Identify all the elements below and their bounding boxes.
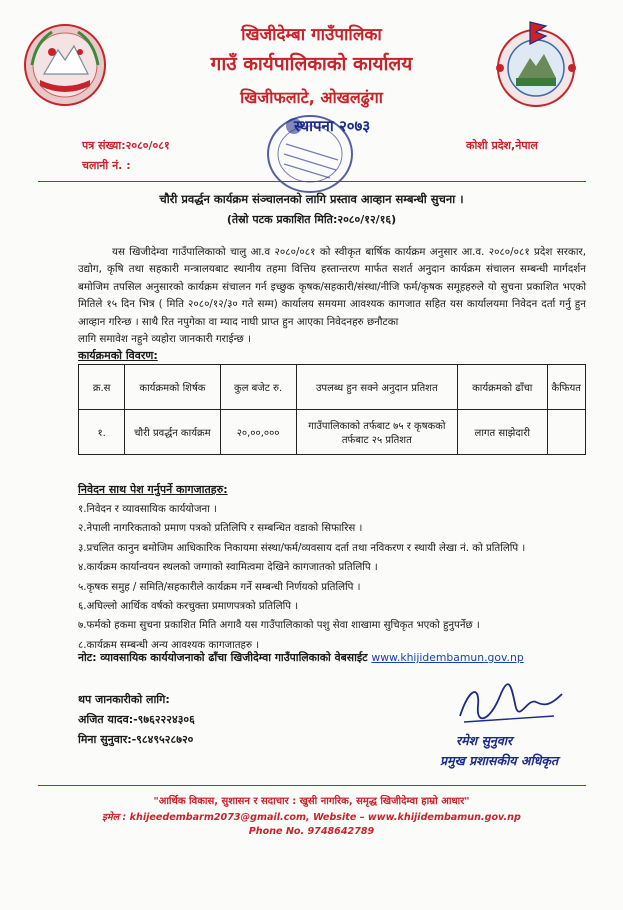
table-header-cell: क्र.स [79,365,125,410]
documents-title: निवेदन साथ पेश गर्नुपर्ने कागजातहरु: [78,483,228,496]
list-item: ८.कार्यक्रम सम्बन्धी अन्य आवश्यक कागजातहरु । [78,639,260,651]
documents-list [78,500,598,655]
reference-number: पत्र संख्या:२०८०/०८१ [82,139,170,152]
program-table [78,364,586,455]
footer-divider [38,785,586,786]
website-link[interactable]: www.khijidembamun.gov.np [371,651,524,664]
footer-contact: इमेल : khijeedembarm2073@gmail.com, Website – www.khijidembamun.gov.np [102,812,521,823]
notice-paragraph-end: लागि समावेश नहुने व्यहोरा जानकारी गराईन्छ । [78,333,251,345]
footer-motto: "आर्थिक विकास, सुशासन र सदाचार : खुसी नागरिक, समृद्ध खिजीदेम्वा हाम्रो आधार" [153,796,470,807]
list-item: ७.फर्मको हकमा सुचना प्रकाशित मिति अगावै यस गाउँपालिकाको पशु सेवा शाखामा सुचिकृत भएको हुनुपर्नेछ । [78,620,480,632]
header-divider [38,181,586,182]
table-header-cell: कार्यक्रमको ढाँचा [457,365,547,410]
stamp-text: स्थापना २०७३ [294,117,371,135]
table-cell: लागत साझेदारी [457,410,547,455]
office-name: गाउँ कार्यपालिकाको कार्यालय [210,53,413,75]
notice-publish-date: (तेस्रो पटक प्रकाशित मिति:२०८०/१२/१६) [226,213,397,226]
signatory-post: प्रमुख प्रशासकीय अधिकृत [440,753,559,768]
signature-icon [450,676,570,730]
table-row [79,410,586,455]
province-name: कोशी प्रदेश,नेपाल [466,139,538,152]
municipality-name: खिजीदेम्बा गाउँपालिका [241,25,382,45]
list-item: १.निवेदन र व्यावसायिक कार्ययोजना । [78,504,217,515]
table-cell: चौरी प्रवर्द्धन कार्यक्रम [125,410,220,455]
note-text: नोट: व्यावसायिक कार्ययोजनाको ढाँचा खिजीदेम्वा गाउँपालिकाको वेबसाईट [78,651,372,664]
office-address: खिजीफलाटे, ओखलढुंगा [240,88,383,107]
table-cell: १. [79,410,125,455]
contact-person-1: अजित यादव:-९७६२२२४३०६ [78,713,195,726]
footer-phone: Phone No. 9748642789 [248,826,375,837]
notice-paragraph: यस खिजीदेम्वा गाउँपालिकाको चालु आ.व २०८०/०८१ को स्वीकृत बार्षिक कार्यक्रम अनुसार आ.व. २०८०/०८१ प्रदेश सरकार, उद्योग, कृषि तथा सहकारी मन्त्रालयबाट स्थानीय तहमा वित्तिय हस्तान्तरण मार्फत सशर्त अनुदान कार्यक्रम संचालन सम्बन्धी मार्गदर्शन बमोजिम तपसिल अनुसारको कार्यक्रम संचालन गर्न इच्छुक कृषक/सहकारी/संस्था/नीजि फर्म/कृषक समूहहरुले यो सुचना प्रकाशित भएको मितिले १५ दिन भित्र ( मिति २०८०/१२/३० गते सम्म) कार्यालय समयमा आवश्यक कागजात सहित यस कार्यालयमा निवेदन दर्ता गर्नु हुन आव्हान गरिन्छ । साथै रित नपुगेका वा म्याद नाघी प्राप्त हुन आएका निवेदनहरु छनौटका [78,246,586,328]
signatory-name: रमेश सुनुवार [456,733,513,748]
table-header-row [79,365,586,410]
table-cell [547,410,585,455]
table-cell: २०,००,००० [220,410,296,455]
list-item: ६.अघिल्लो आर्थिक वर्षको करचुक्ता प्रमाणपत्रको प्रतिलिपि । [78,601,299,613]
list-item: ३.प्रचलित कानुन बमोजिम आधिकारिक निकायमा संस्था/फर्म/व्यवसाय दर्ता तथा नविकरण र स्थायी लेखा नं. को प्रतिलिपि । [78,542,526,554]
program-table-label: कार्यक्रमको विवरण: [78,349,158,362]
list-item: २.नेपाली नागरिकताको प्रमाण पत्रको प्रतिलिपि र सम्बन्धित वडाको सिफारिस । [78,523,363,535]
table-header-cell: कुल बजेट रु. [220,365,296,410]
list-item: ५.कृषक समुह / समिति/सहकारीले कार्यक्रम गर्ने सम्बन्धी निर्णयको प्रतिलिपि । [78,581,361,593]
dispatch-number: चलानी नं. : [82,159,131,172]
table-header-cell: कार्यक्रमको शिर्षक [125,365,220,410]
contact-person-2: मिना सुनुवार:-९८४९५२८७२० [78,733,194,746]
table-header-cell: उपलब्ध हुन सक्ने अनुदान प्रतिशत [296,365,457,410]
website-note [78,650,524,665]
municipality-logo-icon [490,18,582,110]
table-header-cell: कैफियत [547,365,585,410]
list-item: ४.कार्यक्रम कार्यान्वयन स्थलको जग्गाको स्वामित्वमा देखिने कागजातको प्रतिलिपि । [78,562,378,574]
contact-title: थप जानकारीको लागि: [78,693,170,706]
table-cell: गाउँपालिकाको तर्फबाट ७५ र कृषकको तर्फबाट २५ प्रतिशत [296,410,457,455]
notice-subject: चौरी प्रवर्द्धन कार्यक्रम संञ्चालनको लागि प्रस्ताव आव्हान सम्बन्धी सुचना । [159,192,464,206]
